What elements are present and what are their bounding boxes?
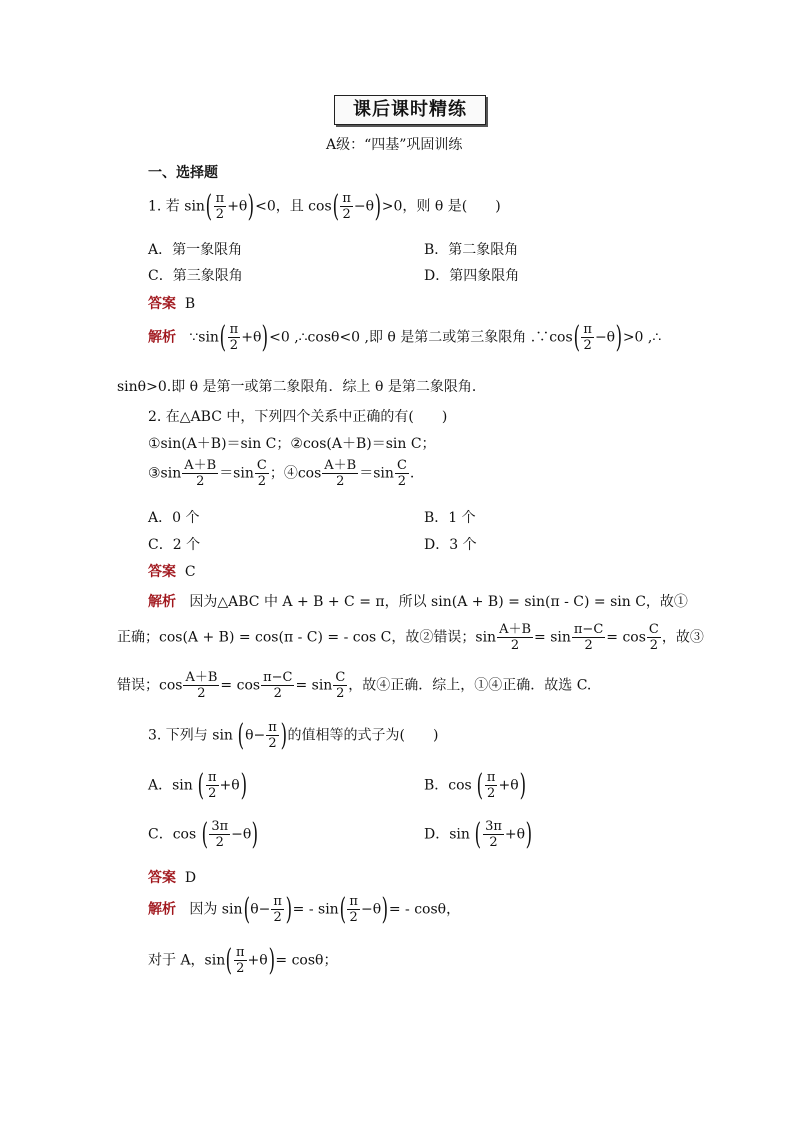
- q2-relations-2: ③sin $\frac{A+B}{2}$ ＝sin $\frac{C}{2}$ ；④cos $\frac{A+B}{2}$ ＝sin $\frac{C}{2}$ .: [148, 458, 415, 489]
- level-subtitle: A级：“四基”巩固训练: [326, 137, 463, 153]
- q2-analysis-3: 错误；cos $\frac{A+B}{2}$ = cos $\frac{\pi-C}{2}$ = sin $\frac{C}{2}$ ，故④正确．综上，①④正确．故选 C.: [117, 670, 592, 701]
- q1-option-c: C．第三象限角: [148, 268, 243, 284]
- q1-option-b: B．第二象限角: [424, 242, 519, 258]
- q2-answer: 答案 C: [148, 564, 196, 580]
- q2-option-a: A．0 个: [148, 510, 200, 526]
- q2-option-b: B．1 个: [424, 510, 476, 526]
- q2-option-d: D．3 个: [424, 537, 477, 553]
- page-title: 课后课时精练: [334, 95, 486, 125]
- q3-answer: 答案 D: [148, 870, 197, 886]
- q3-option-b: B．cos ( $\frac{\pi}{2}$ +θ): [424, 767, 526, 803]
- q2-option-c: C．2 个: [148, 537, 201, 553]
- q2-relations-1: ①sin(A＋B)＝sin C；②cos(A＋B)＝sin C；: [148, 436, 436, 452]
- q3-option-d: D．sin ( $\frac{3\pi}{2}$ +θ): [424, 816, 533, 852]
- q1-answer: 答案 B: [148, 296, 196, 312]
- q2-analysis-2: 正确；cos(A + B) = cos(π - C) = - cos C，故②错误；sin $\frac{A+B}{2}$ = sin $\frac{\pi-C}{2}$ = cos $\frac{C}{2}$ ，故③: [117, 622, 704, 653]
- q1-stem: 1. 若 sin( $\frac{\pi}{2}$ +θ)<0，且 cos( $\frac{\pi}{2}$ −θ)>0，则 θ 是( ): [148, 188, 501, 224]
- q3-for-a: 对于 A，sin( $\frac{\pi}{2}$ +θ)= cosθ；: [148, 942, 338, 978]
- q1-option-d: D．第四象限角: [424, 268, 520, 284]
- q3-option-c: C．cos ( $\frac{3\pi}{2}$ −θ): [148, 816, 259, 852]
- q3-analysis: 解析 因为 sin(θ− $\frac{\pi}{2}$ )= - sin( $\frac{\pi}{2}$ −θ)= - cosθ，: [148, 891, 461, 927]
- q2-analysis-1: 解析 因为△ABC 中 A + B + C = π，所以 sin(A + B) = sin(π - C) = sin C，故①: [148, 594, 688, 610]
- q3-stem: 3. 下列与 sin (θ− $\frac{\pi}{2}$ )的值相等的式子为( ): [148, 717, 439, 753]
- q1-analysis-cont: sinθ>0.即 θ 是第一或第二象限角．综上 θ 是第二象限角．: [117, 379, 486, 395]
- q1-option-a: A．第一象限角: [148, 242, 243, 258]
- q1-analysis: 解析 ∵sin( $\frac{\pi}{2}$ +θ)<0 ,∴cosθ<0 ,即 θ 是第二或第三象限角 .∵cos( $\frac{\pi}{2}$ −θ)>0 ,∴: [148, 319, 662, 355]
- section-heading: 一、选择题: [148, 165, 218, 181]
- q2-stem: 2. 在△ABC 中，下列四个关系中正确的有( ): [148, 409, 448, 425]
- q3-option-a: A．sin ( $\frac{\pi}{2}$ +θ): [148, 767, 247, 803]
